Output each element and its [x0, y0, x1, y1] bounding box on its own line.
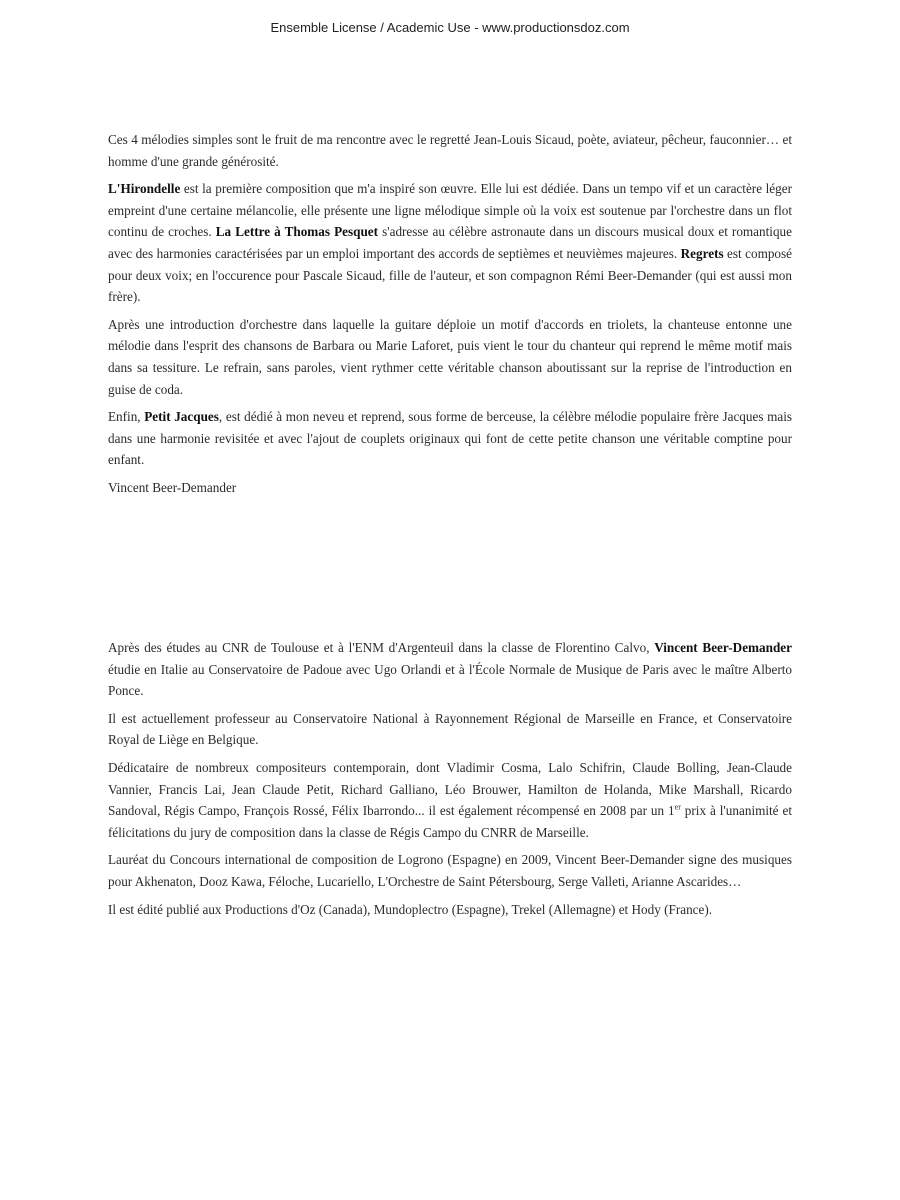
bio-paragraph-2: Il est actuellement professeur au Conservatoire National à Rayonnement Régional de Marseille en France, et Conservatoire Royal de Liège en Belgique.: [108, 710, 792, 748]
bio-paragraph-3: [108, 757, 792, 843]
notes-paragraph-4: [108, 406, 792, 471]
notes-text: Enfin,: [108, 409, 145, 425]
notes-paragraph-2: [108, 178, 792, 308]
bio-text: Dédicataire de nombreux compositeurs contemporain, dont Vladimir Cosma, Lalo Schifrin, Claude Bolling, Jean-Claude Vannier, Francis Lai, Jean Claude Petit, Richard Galliano, Léo Brouwer, Hamilton de Holanda, Mike Marshall, Ricardo Sandoval, Régis Campo, François Rossé, Félix Ibarrondo... il est également récompensé en 2008 par un 1: [108, 759, 792, 819]
notes-paragraph-1: Ces 4 mélodies simples sont le fruit de ma rencontre avec le regretté Jean-Louis Sicaud, poète, aviateur, pêcheur, fauconnier… et homme d'une grande générosité.: [108, 132, 792, 169]
biography: [108, 637, 792, 926]
notes-text: est la première composition que m'a inspiré son œuvre. Elle lui est dédiée. Dans un tempo vif et un caractère léger empreint d'une certaine mélancolie, elle présente une ligne mélodique simple où la voix est soutenue par l'orchestre dans un flot continu de croches.: [108, 181, 792, 240]
license-header: Ensemble License / Academic Use - www.productionsdoz.com: [270, 20, 630, 35]
notes-text: est composé pour deux voix; en l'occurence pour Pascale Sicaud, fille de l'auteur, et son compagnon Rémi Beer-Demander (qui est aussi mon frère).: [108, 245, 792, 305]
signature: Vincent Beer-Demander: [108, 479, 237, 495]
title-la-lettre: La Lettre à Thomas Pesquet: [215, 224, 379, 240]
notes-text: s'adresse au célèbre astronaute dans un discours musical doux et romantique avec des harmonies caractérisées par un emploi important des accords de septièmes et neuvièmes majeures.: [108, 224, 792, 261]
notes-paragraph-3: Après une introduction d'orchestre dans laquelle la guitare déploie un motif d'accords en triolets, la chanteuse entonne une mélodie dans l'esprit des chansons de Barbara ou Marie Laforet, puis vient le tour du chanteur qui reprend le même motif mais dans sa tessiture. Le refrain, sans paroles, vient rythmer cette véritable chanson aboutissant sur la reprise de l'introduction en guise de coda.: [108, 316, 792, 397]
composer-name: Vincent Beer-Demander: [654, 640, 792, 655]
notes-text: , est dédié à mon neveu et reprend, sous forme de berceuse, la célèbre mélodie populaire frère Jacques mais dans une harmonie revisitée et avec l'ajout de couplets originaux qui font de cette petite chanson une véritable comptine pour enfant.: [108, 409, 792, 468]
bio-text: Après des études au CNR de Toulouse et à l'ENM d'Argenteuil dans la classe de Florentino Calvo,: [108, 640, 655, 655]
title-petit-jacques: Petit Jacques: [144, 409, 219, 425]
title-lhirondelle: L'Hirondelle: [108, 181, 181, 197]
program-notes: [108, 129, 792, 505]
bio-paragraph-5: Il est édité publié aux Productions d'Oz (Canada), Mundoplectro (Espagne), Trekel (Allemagne) et Hody (France).: [108, 901, 713, 917]
title-regrets: Regrets: [680, 245, 724, 261]
bio-paragraph-1: [108, 637, 792, 702]
bio-paragraph-4: Lauréat du Concours international de composition de Logrono (Espagne) en 2009, Vincent Beer-Demander signe des musiques pour Akhenaton, Dooz Kawa, Féloche, Lucariello, L'Orchestre de Saint Pétersbourg, Serge Valleti, Arianne Ascarides…: [108, 852, 792, 889]
ordinal-superscript: er: [674, 802, 681, 812]
bio-text: étudie en Italie au Conservatoire de Padoue avec Ugo Orlandi et à l'École Normale de Musique de Paris avec le maître Alberto Ponce.: [108, 661, 792, 699]
bio-text: prix à l'unanimité et félicitations du jury de composition dans la classe de Régis Campo du CNRR de Marseille.: [108, 803, 792, 840]
